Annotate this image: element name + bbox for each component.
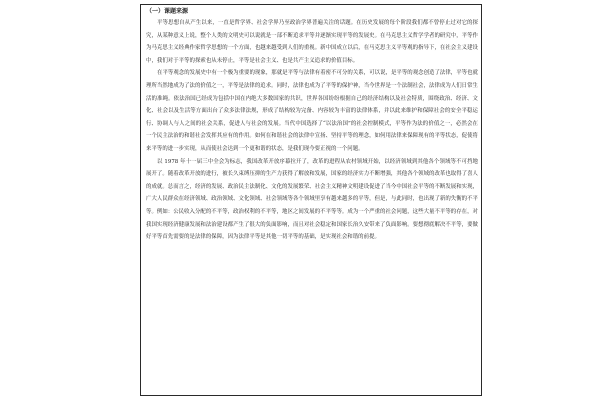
document-page <box>140 4 482 396</box>
paragraph-3: 以 1978 年十一届三中全会为标志，我国改革开放序幕拉开了，改革的进程从农村领域开始，以经济领域到其他各个领域等不可挡地展开了。随着改革开放的进行，被长久束缚压抑的生产力获得了解放和发展，国家的经济实力不断增强，其他各个领域的改革也取得了喜人的成就。总而言之，经济的发展、政治民主法制化、文化的发展繁荣、社会主义精神文明建设促进了当今中国社会平等的不断发展和实现，广大人民群众在经济领域、政治领域、文化领域、社会领域等各个领域里享有越来越多的平等，但是，与此同时，也出现了新的失衡的不平等。例如：公民收入分配的不平等，政治权利的不平等，地区之间发展的不平等等。成为一个严重的社会问题，这些大量不平等的存在，对我国实现经济健康发展和法治建设都产生了很大的负面影响，而且对社会稳定和国家长治久安带来了负面影响。要想彻底解决不平等，要做好平等首先需要的是法律的保障，因为法律平等是其他一切平等的基础，是实现社会和谐的前提。 <box>146 158 478 241</box>
paragraph-2: 在平等观念的发展史中有一个极为重要的现象，那就是平等与法律有着密不可分的关系，可以说，是平等的观念创造了法律，平等也就理所当然地成为了法的价值之一，平等是法律的追求。同时，法律也成为了平等的保护神，当今世界是一个法制社会，法律成为人们日常生活的准绳。依法治国已经成为包括中国在内绝大多数国家的共识，世界各国纷纷根据自己的经济结构以及社会特质，围绕政治、经济、文化、社会以及生活等方面出台了众多法律法规，形成了结构较为完备、内容较为丰富的法律体系，并以此来维护和保障社会的安全平稳运行、协调人与人之间的社会关系，促进人与社会的发展。当代中国选择了“以法治国”的社会控制模式，平等作为法的价值之一，必然会在一个民主法治的和谐社会发挥其应有的作用。如何在和谐社会的法律中宣扬、坚持平等的理念，如何用法律来保障现有的平等状态，促使将来平等的进一步实现，从而使社会达到一个更和谐的状态，是我们现今要正视的一个问题。 <box>146 70 478 152</box>
paragraph-1: 平等思想自从产生以来，一直是哲学界、社会学界乃至政治学界普遍关注的话题。在历史发展的每个阶段我们都不曾停止过对它的探究，从某种意义上说，整个人类的文明史可以说就是一部不断追求平等并逐渐实现平等的发展史。在马克思主义哲学学者的研究中，平等作为马克思主义经典作家哲学思想的一个方面，也越来越受到人们的重视。新中国成立以后，在马克思主义平等观的指导下，在社会主义建设中，我们对于平等的探索也从未停止，平等是社会主义、也是共产主义追求的价值目标。 <box>146 20 478 64</box>
section-heading: （一）课题来源 <box>146 8 189 15</box>
